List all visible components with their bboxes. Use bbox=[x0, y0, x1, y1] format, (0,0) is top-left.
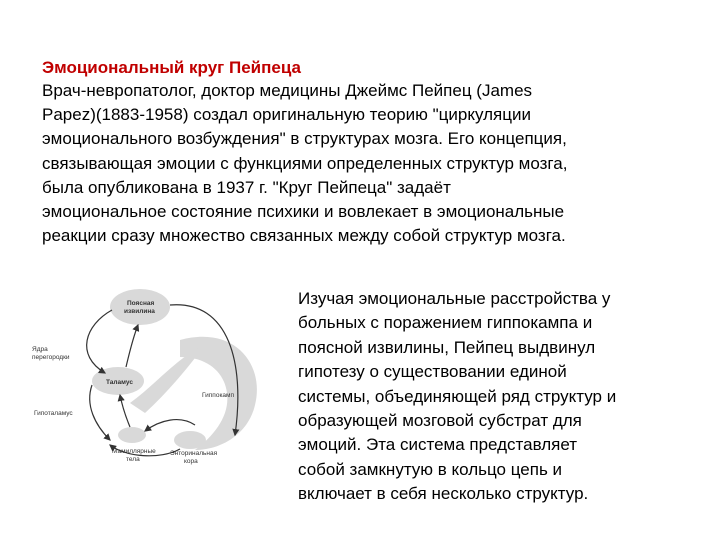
label-septal-1: Ядра bbox=[32, 346, 48, 353]
right-line: включает в себя несколько структур. bbox=[298, 484, 589, 504]
label-entorhinal-2: кора bbox=[184, 458, 198, 465]
label-hypothalamus: Гипоталамус bbox=[34, 410, 73, 417]
intro-line: связывающая эмоции с функциями определенных структур мозга, bbox=[42, 153, 568, 173]
right-line: поясной извилины, Пейпец выдвинул bbox=[298, 337, 596, 357]
arrow-thalamus-to-cingulate bbox=[126, 325, 138, 367]
right-line: гипотезу о существовании единой bbox=[298, 362, 567, 382]
arrow-mammillary-to-thalamus bbox=[120, 395, 130, 427]
right-paragraph bbox=[298, 287, 698, 507]
right-line: больных с поражением гиппокампа и bbox=[298, 313, 593, 333]
label-hippocampus: Гиппокамп bbox=[202, 392, 235, 399]
intro-line: эмоционального возбуждения" в структурах мозга. Его концепция, bbox=[42, 129, 567, 149]
mammillary-bodies-node bbox=[118, 427, 146, 443]
right-line: образующей мозговой субстрат для bbox=[298, 411, 582, 431]
label-cingulate-2: извилина bbox=[124, 308, 155, 315]
cingulate-gyrus-node bbox=[110, 289, 170, 325]
label-cingulate-1: Поясная bbox=[127, 300, 155, 307]
label-septal-2: перегородки bbox=[32, 354, 70, 361]
entorhinal-cortex-node bbox=[174, 431, 206, 449]
intro-line: Врач-невропатолог, доктор медицины Джеймс Пейпец (James bbox=[42, 81, 533, 100]
intro-line: эмоциональное состояние психики и вовлекает в эмоциональные bbox=[42, 202, 565, 222]
label-mammillary-1: Мамиллярные bbox=[112, 448, 156, 455]
right-line: системы, объединяющей ряд структур и bbox=[298, 386, 617, 406]
intro-line: Papez)(1883-1958) создал оригинальную теорию "циркуляции bbox=[42, 105, 531, 125]
arrow-cingulate-to-septal bbox=[87, 310, 112, 373]
right-line: собой замкнутую в кольцо цепь и bbox=[298, 459, 563, 479]
slide-title: Эмоциональный круг Пейпеца bbox=[42, 58, 301, 77]
right-line: эмоций. Эта система представляет bbox=[298, 435, 578, 455]
label-mammillary-2: тела bbox=[126, 456, 140, 463]
right-line: Изучая эмоциональные расстройства у bbox=[298, 289, 611, 308]
label-thalamus: Таламус bbox=[106, 379, 133, 386]
intro-paragraph bbox=[42, 79, 682, 248]
papez-circuit-diagram bbox=[30, 285, 280, 475]
label-entorhinal-1: Энторинальная bbox=[170, 450, 218, 457]
arrow-hippocampus-to-mammillary bbox=[145, 420, 195, 431]
intro-line: была опубликована в 1937 г. "Круг Пейпеца" задаёт bbox=[42, 177, 451, 197]
intro-line: реакции сразу множество связанных между собой структур мозга. bbox=[42, 226, 566, 246]
